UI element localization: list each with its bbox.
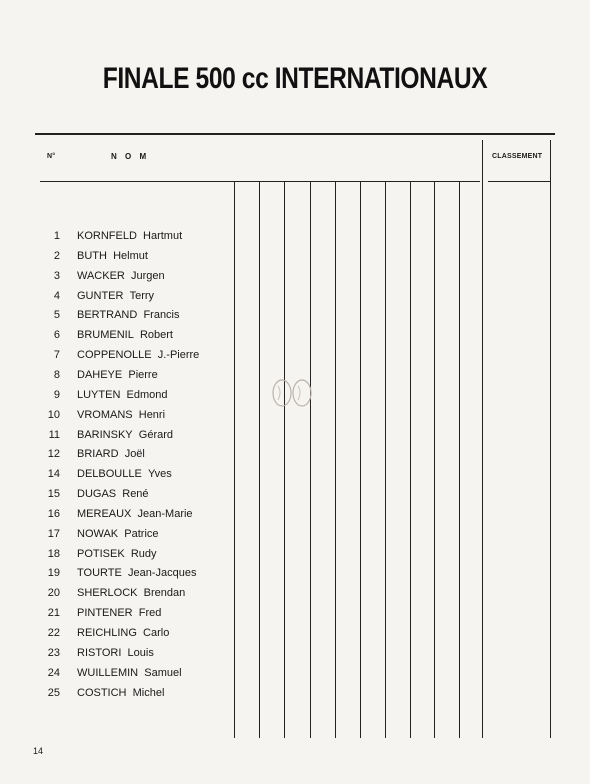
rider-name <box>77 270 165 282</box>
rider-first-name: Edmond <box>126 388 168 401</box>
rider-name <box>77 548 157 560</box>
column-divider <box>550 140 551 738</box>
rider-last-name: BRIARD <box>77 448 119 461</box>
rider-name <box>77 389 168 401</box>
rider-last-name: VROMANS <box>77 408 133 421</box>
rider-first-name: Pierre <box>128 368 158 381</box>
rider-first-name: Patrice <box>124 527 159 540</box>
rider-last-name: WACKER <box>77 269 125 282</box>
column-divider <box>259 181 260 738</box>
rider-last-name: SHERLOCK <box>77 587 138 600</box>
column-divider <box>482 140 483 738</box>
rider-last-name: DUGAS <box>77 488 117 501</box>
rider-number: 9 <box>53 388 60 401</box>
rider-number: 2 <box>53 249 60 262</box>
rider-number: 22 <box>47 627 60 639</box>
rider-number: 20 <box>47 587 60 600</box>
rider-number: 7 <box>53 349 60 362</box>
rider-name <box>77 627 169 639</box>
rider-last-name: PINTENER <box>77 607 133 620</box>
rider-last-name: KORNFELD <box>77 230 137 242</box>
rider-last-name: COPPENOLLE <box>77 349 152 362</box>
column-header-number: N° <box>47 153 56 160</box>
column-divider <box>385 181 386 738</box>
rider-number: 10 <box>47 408 60 421</box>
rider-first-name: Carlo <box>143 627 170 639</box>
rider-name <box>77 329 173 341</box>
rider-name <box>77 508 193 520</box>
rider-name <box>77 667 182 679</box>
rider-number: 1 <box>53 230 60 242</box>
column-divider <box>434 181 435 738</box>
rider-last-name: LUYTEN <box>77 388 121 401</box>
rider-number: 24 <box>47 666 60 679</box>
rider-number: 25 <box>47 686 60 699</box>
rider-name <box>77 488 149 500</box>
rider-last-name: NOWAK <box>77 527 119 540</box>
table-top-rule <box>35 133 555 135</box>
rider-name <box>77 349 199 361</box>
rider-last-name: DELBOULLE <box>77 468 142 481</box>
rider-last-name: POTISEK <box>77 547 125 560</box>
column-divider <box>234 181 235 738</box>
page-number: 14 <box>33 746 44 756</box>
rider-first-name: Michel <box>132 686 165 699</box>
rider-name <box>77 567 196 579</box>
rider-first-name: Louis <box>127 646 154 659</box>
rider-first-name: Robert <box>139 329 173 342</box>
column-divider <box>459 181 460 738</box>
rider-number: 16 <box>47 507 60 520</box>
rider-number: 6 <box>53 329 60 342</box>
rider-number: 5 <box>53 309 60 322</box>
rider-first-name: Yves <box>147 468 172 481</box>
rider-name <box>77 528 159 540</box>
rider-number: 15 <box>47 488 60 501</box>
rider-first-name: Hartmut <box>143 230 183 242</box>
rider-name <box>77 587 185 599</box>
rider-last-name: MEREAUX <box>77 507 132 520</box>
rider-number: 19 <box>47 567 60 580</box>
column-header-name: N O M <box>111 152 150 161</box>
rider-last-name: GUNTER <box>77 289 124 302</box>
rider-name <box>77 290 154 302</box>
rider-first-name: Francis <box>143 309 180 322</box>
rider-first-name: René <box>122 488 149 501</box>
rider-name <box>77 607 161 619</box>
rider-last-name: BUTH <box>77 249 107 262</box>
rider-number: 8 <box>53 368 60 381</box>
rider-last-name: BRUMENIL <box>77 329 134 342</box>
column-divider <box>335 181 336 738</box>
rider-name <box>77 250 148 262</box>
rider-first-name: Terry <box>129 289 155 302</box>
rider-last-name: COSTICH <box>77 686 127 699</box>
rider-first-name: Henri <box>138 408 166 421</box>
header-underline-right <box>488 181 550 182</box>
column-divider <box>360 181 361 738</box>
rider-name <box>77 309 180 321</box>
column-header-ranking: CLASSEMENT <box>492 153 543 160</box>
rider-name <box>77 429 173 441</box>
rider-first-name: Jurgen <box>131 269 165 282</box>
rider-first-name: Samuel <box>144 666 182 679</box>
rider-name <box>77 468 172 480</box>
rider-last-name: RISTORI <box>77 646 122 659</box>
rider-first-name: Brendan <box>143 587 186 600</box>
rider-name <box>77 448 145 460</box>
rider-number: 14 <box>47 468 60 481</box>
rider-name <box>77 369 158 381</box>
rider-number: 12 <box>47 448 60 461</box>
rider-last-name: REICHLING <box>77 627 137 639</box>
rider-number: 4 <box>53 289 60 302</box>
rider-last-name: BARINSKY <box>77 428 133 441</box>
rider-number: 11 <box>48 428 60 441</box>
rider-last-name: TOURTE <box>77 567 122 580</box>
rider-last-name: DAHEYE <box>77 368 123 381</box>
rider-first-name: Helmut <box>113 249 148 262</box>
page-title: FINALE 500 cc INTERNATIONAUX <box>102 62 488 95</box>
rider-first-name: Jean-Marie <box>137 507 193 520</box>
rider-name <box>77 687 164 699</box>
rider-number: 23 <box>47 646 60 659</box>
rider-last-name: BERTRAND <box>77 309 138 322</box>
rider-name <box>77 647 154 659</box>
column-divider <box>410 181 411 738</box>
rider-first-name: Joël <box>124 448 145 461</box>
rider-first-name: J.-Pierre <box>157 349 200 362</box>
rider-first-name: Fred <box>138 607 162 620</box>
column-divider <box>310 181 311 738</box>
rider-first-name: Gérard <box>138 428 174 441</box>
rider-name <box>77 230 182 242</box>
rider-number: 18 <box>47 547 60 560</box>
club-stamp-icon <box>268 376 318 410</box>
rider-last-name: WUILLEMIN <box>77 666 139 679</box>
rider-name <box>77 409 165 421</box>
rider-number: 3 <box>53 269 60 282</box>
rider-first-name: Rudy <box>130 547 157 560</box>
column-divider <box>284 181 285 738</box>
rider-first-name: Jean-Jacques <box>127 567 197 580</box>
rider-number: 21 <box>47 607 60 620</box>
rider-number: 17 <box>47 527 60 540</box>
